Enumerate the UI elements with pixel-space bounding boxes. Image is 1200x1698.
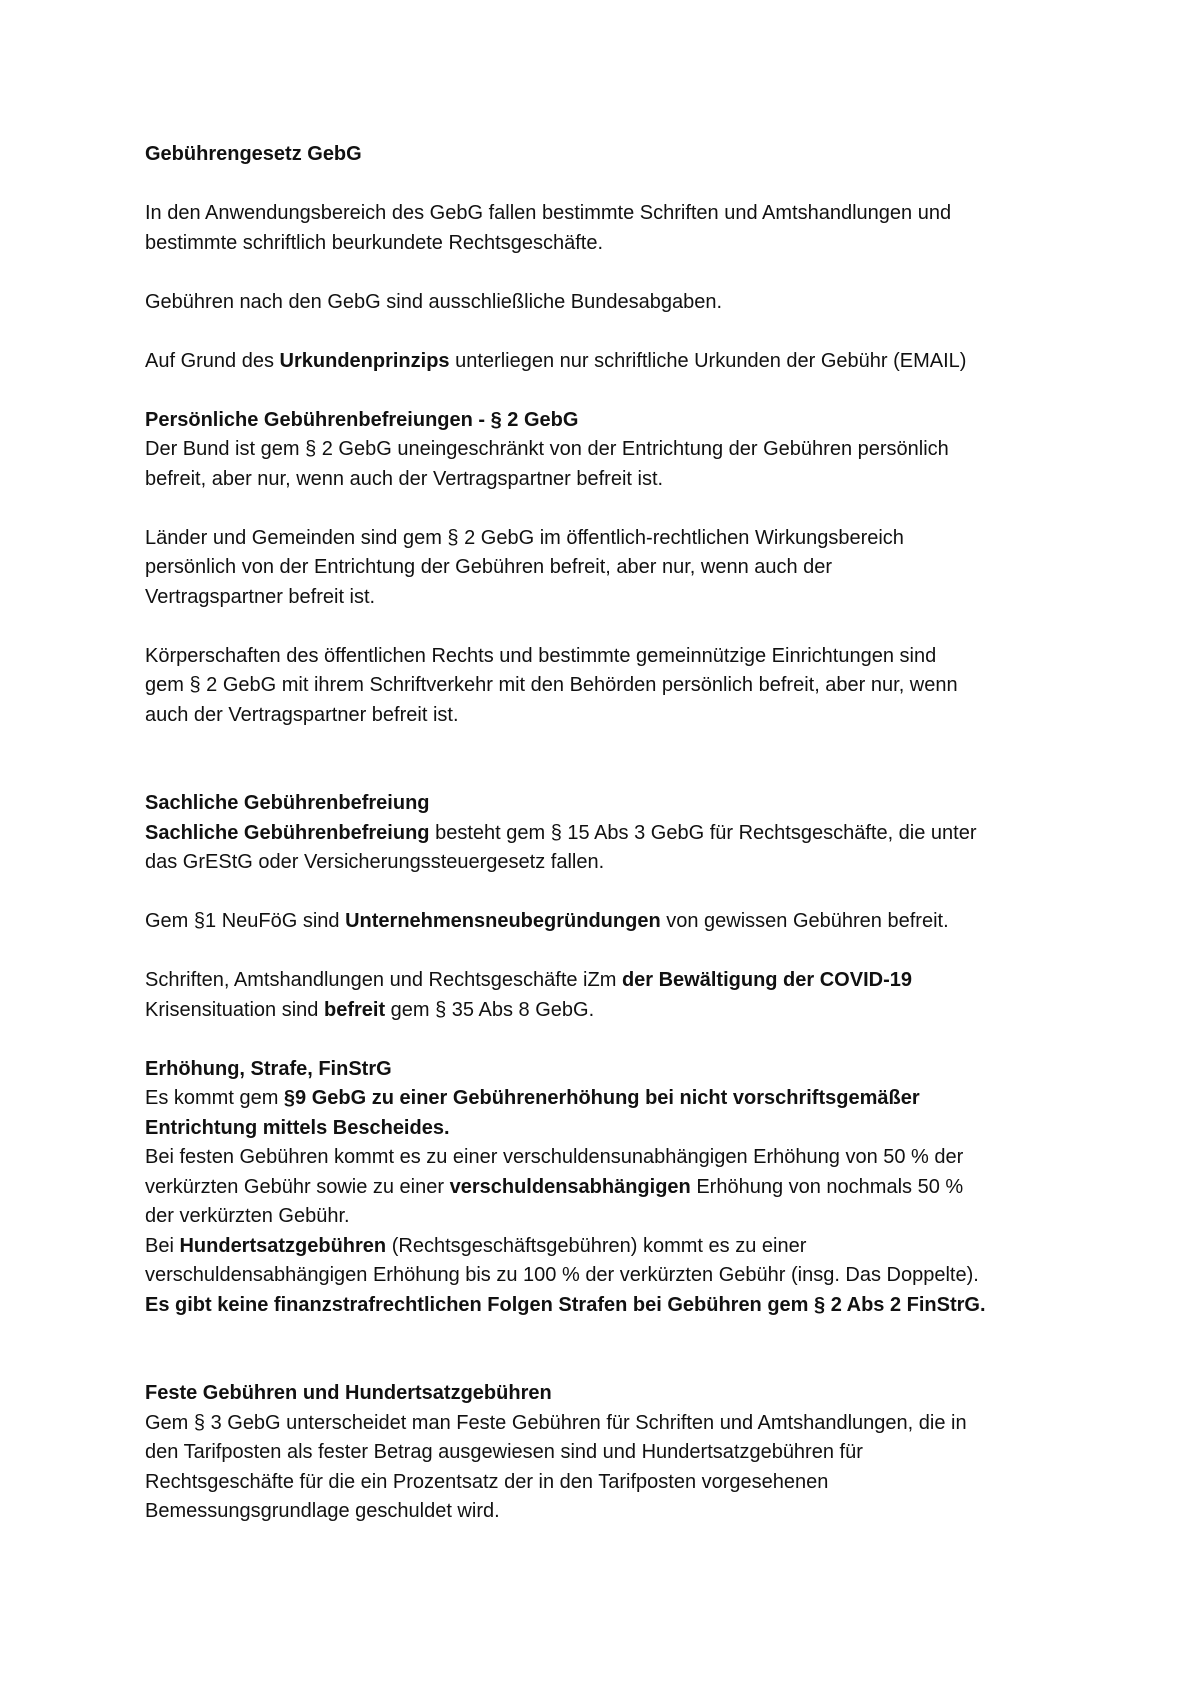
spacer — [145, 878, 1075, 908]
paragraph-line — [145, 1173, 1075, 1203]
spacer — [145, 1025, 1075, 1055]
text-run: besteht gem § 15 Abs 3 GebG für Rechtsgeschäfte, die unter — [429, 821, 977, 844]
paragraph-line: der verkürzten Gebühr. — [145, 1205, 350, 1227]
spacer — [145, 612, 1075, 642]
text-run: Krisensituation sind — [145, 998, 324, 1021]
text-run: gem § 35 Abs 8 GebG. — [385, 998, 595, 1021]
paragraph-line — [145, 966, 1075, 996]
section-heading: Feste Gebühren und Hundertsatzgebühren — [145, 1382, 552, 1404]
paragraph-line: Gebühren nach den GebG sind ausschließliche Bundesabgaben. — [145, 290, 723, 313]
text-run: Gem §1 NeuFöG sind — [145, 910, 346, 932]
spacer — [145, 730, 1075, 789]
paragraph-line: den Tarifposten als fester Betrag ausgewiesen sind und Hundertsatzgebühren für — [145, 1441, 863, 1463]
text-run: Schriften, Amtshandlungen und Rechtsgeschäfte iZm — [145, 969, 622, 991]
paragraph-line — [145, 1232, 1075, 1262]
paragraph-line: In den Anwendungsbereich des GebG fallen bestimmte Schriften und Amtshandlungen und — [145, 202, 952, 224]
document-title: Gebührengesetz GebG — [145, 143, 362, 165]
paragraph-line: bestimmte schriftlich beurkundete Rechtsgeschäfte. — [145, 231, 603, 254]
bold-term: Hundertsatzgebühren — [179, 1234, 387, 1257]
paragraph-line: Länder und Gemeinden sind gem § 2 GebG im öffentlich-rechtlichen Wirkungsbereich — [145, 526, 904, 549]
paragraph-line: auch der Vertragspartner befreit ist. — [145, 703, 459, 726]
bold-term: der Bewältigung der COVID-19 — [621, 969, 912, 991]
paragraph-line — [145, 996, 1075, 1026]
text-run: Auf Grund des — [145, 349, 280, 372]
document-page — [145, 140, 1075, 1527]
section-heading: Persönliche Gebührenbefreiungen - § 2 GebG — [145, 408, 579, 431]
bold-term: verschuldensabhängigen — [449, 1175, 691, 1198]
paragraph-line: gem § 2 GebG mit ihrem Schriftverkehr mit den Behörden persönlich befreit, aber nur, wenn — [145, 674, 958, 696]
bold-term: befreit — [323, 998, 386, 1021]
text-run: Es kommt gem — [145, 1087, 284, 1109]
spacer — [145, 937, 1075, 967]
paragraph-line: Gem § 3 GebG unterscheidet man Feste Gebühren für Schriften und Amtshandlungen, die in — [145, 1411, 967, 1434]
paragraph-line: Entrichtung mittels Bescheides. — [145, 1116, 450, 1139]
text-run: (Rechtsgeschäftsgebühren) kommt es zu einer — [386, 1234, 807, 1257]
paragraph-line: Bemessungsgrundlage geschuldet wird. — [145, 1500, 500, 1522]
paragraph-line — [145, 907, 1075, 937]
paragraph-line: Bei festen Gebühren kommt es zu einer verschuldensunabhängigen Erhöhung von 50 % der — [145, 1146, 964, 1168]
spacer — [145, 376, 1075, 406]
section-heading: Erhöhung, Strafe, FinStrG — [145, 1057, 392, 1080]
text-run: unterliegen nur schriftliche Urkunden der Gebühr (EMAIL) — [449, 349, 967, 372]
paragraph-line: Es gibt keine finanzstrafrechtlichen Folgen Strafen bei Gebühren gem § 2 Abs 2 FinStrG. — [145, 1293, 986, 1316]
section-heading: Sachliche Gebührenbefreiung — [145, 792, 430, 814]
paragraph-line: Der Bund ist gem § 2 GebG uneingeschränkt von der Entrichtung der Gebühren persönlich — [145, 438, 949, 460]
paragraph-line: Vertragspartner befreit ist. — [145, 585, 376, 608]
paragraph-line: persönlich von der Entrichtung der Gebühren befreit, aber nur, wenn auch der — [145, 556, 833, 578]
paragraph-line: das GrEStG oder Versicherungssteuergesetz fallen. — [145, 851, 605, 873]
bold-term: §9 GebG zu einer Gebührenerhöhung bei nicht vorschriftsgemäßer — [283, 1087, 920, 1109]
spacer — [145, 1320, 1075, 1379]
paragraph-line — [145, 347, 1075, 377]
text-run: Bei — [145, 1234, 180, 1257]
bold-term: Sachliche Gebührenbefreiung — [145, 821, 430, 844]
paragraph-line — [145, 1084, 1075, 1114]
spacer — [145, 170, 1075, 200]
spacer — [145, 494, 1075, 524]
bold-term: Unternehmensneubegründungen — [345, 910, 661, 932]
spacer — [145, 258, 1075, 288]
paragraph-line — [145, 819, 1075, 849]
bold-term: Urkundenprinzips — [279, 349, 450, 372]
spacer — [145, 317, 1075, 347]
paragraph-line: Körperschaften des öffentlichen Rechts und bestimmte gemeinnützige Einrichtungen sind — [145, 644, 937, 667]
paragraph-line: verschuldensabhängigen Erhöhung bis zu 100 % der verkürzten Gebühr (insg. Das Doppelte). — [145, 1264, 979, 1286]
paragraph-line: befreit, aber nur, wenn auch der Vertragspartner befreit ist. — [145, 467, 664, 490]
text-run: Erhöhung von nochmals 50 % — [690, 1175, 964, 1198]
text-run: verkürzten Gebühr sowie zu einer — [145, 1175, 450, 1198]
text-run: von gewissen Gebühren befreit. — [660, 910, 949, 932]
paragraph-line: Rechtsgeschäfte für die ein Prozentsatz der in den Tarifposten vorgesehenen — [145, 1470, 829, 1493]
